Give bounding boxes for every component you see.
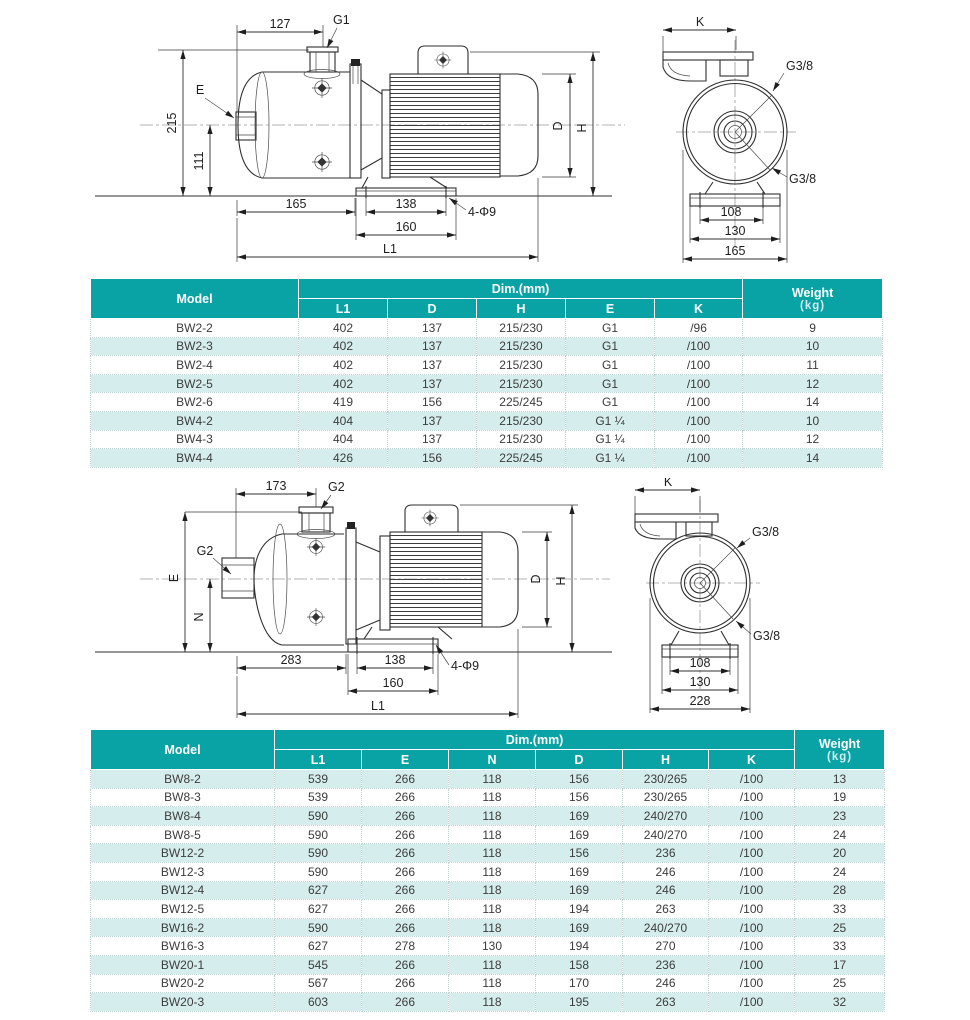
cell: 402 — [299, 319, 388, 338]
cell: 169 — [536, 881, 623, 900]
cell: 236 — [623, 844, 709, 863]
table-row — [91, 918, 885, 937]
cell: /100 — [709, 937, 795, 956]
cell: /100 — [655, 411, 743, 430]
cell: 170 — [536, 974, 623, 993]
cell: /100 — [709, 825, 795, 844]
cell: 118 — [449, 825, 536, 844]
cell: 156 — [536, 844, 623, 863]
header-row — [91, 730, 885, 750]
label-g38-top — [735, 525, 779, 550]
bw2-bw4-spec-table — [90, 278, 883, 468]
cell: 118 — [449, 788, 536, 807]
table-row — [91, 788, 885, 807]
cell: /100 — [655, 374, 743, 393]
col-header-dim-group: Dim.(mm) — [299, 279, 743, 299]
cell: 10 — [743, 337, 883, 356]
cell: /100 — [709, 900, 795, 919]
dim-215-label: 215 — [165, 112, 179, 134]
table-row — [91, 449, 883, 468]
dim-138 — [357, 653, 433, 674]
cell: BW2-4 — [91, 356, 299, 375]
table-row — [91, 862, 885, 881]
cell: 266 — [362, 844, 449, 863]
cell: 545 — [275, 955, 362, 974]
cell: 25 — [795, 918, 885, 937]
cell: 195 — [536, 993, 623, 1012]
cell: BW20-1 — [91, 955, 275, 974]
table2-wrap — [90, 729, 885, 1012]
table-row — [91, 844, 885, 863]
cell: BW2-2 — [91, 319, 299, 338]
weight-label: Weight — [818, 736, 861, 751]
cell: 215/230 — [477, 356, 566, 375]
dim-h-label: H — [575, 123, 589, 133]
cell: BW16-2 — [91, 918, 275, 937]
cell: 137 — [388, 319, 477, 338]
cell: 33 — [795, 937, 885, 956]
table-row — [91, 955, 885, 974]
cell: 10 — [743, 411, 883, 430]
dim-165-side — [237, 197, 355, 216]
dim-228-label: 228 — [689, 694, 711, 708]
cell: G1 ¼ — [566, 430, 655, 449]
weight-unit: (kg) — [827, 750, 853, 763]
dim-k-label: K — [663, 478, 673, 489]
cell: BW2-6 — [91, 393, 299, 412]
cell: 118 — [449, 862, 536, 881]
cell: G1 — [566, 337, 655, 356]
table-row — [91, 807, 885, 826]
cell: 266 — [362, 974, 449, 993]
cell: 194 — [536, 937, 623, 956]
dim-l1 — [237, 629, 518, 718]
dim-130-label: 130 — [724, 224, 746, 238]
cell: 266 — [362, 862, 449, 881]
dim-173-label: 173 — [265, 479, 287, 493]
dim-111-label: 111 — [192, 151, 206, 171]
table-row — [91, 337, 883, 356]
cell: 215/230 — [477, 337, 566, 356]
cell: 137 — [388, 337, 477, 356]
dim-l1-label: L1 — [371, 699, 385, 713]
cell: BW8-4 — [91, 807, 275, 826]
cell: 230/265 — [623, 770, 709, 789]
cell: BW12-3 — [91, 862, 275, 881]
g38-bottom-label: G3/8 — [789, 172, 817, 186]
col-header-e: E — [566, 299, 655, 319]
label-g38-bottom — [771, 166, 816, 186]
cell: /100 — [709, 844, 795, 863]
g2-top-label: G2 — [328, 480, 345, 494]
cell: 14 — [743, 449, 883, 468]
label-g2-top — [319, 480, 345, 511]
cell: 246 — [623, 974, 709, 993]
dim-108-label: 108 — [720, 205, 742, 219]
cell: 32 — [795, 993, 885, 1012]
dim-k-label: K — [695, 15, 705, 29]
dim-173 — [236, 479, 316, 558]
cell: 215/230 — [477, 430, 566, 449]
cell: 230/265 — [623, 788, 709, 807]
cell: G1 ¼ — [566, 411, 655, 430]
cell: 17 — [795, 955, 885, 974]
dim-160-label: 160 — [395, 220, 417, 234]
cell: 24 — [795, 825, 885, 844]
cell: G1 — [566, 393, 655, 412]
cell: 266 — [362, 918, 449, 937]
cell: 404 — [299, 411, 388, 430]
cell: 590 — [275, 825, 362, 844]
cell: 169 — [536, 918, 623, 937]
dim-n — [192, 579, 213, 652]
cell: 12 — [743, 430, 883, 449]
drawing-bw8-bw20 — [0, 478, 970, 728]
cell: BW12-4 — [91, 881, 275, 900]
cell: 23 — [795, 807, 885, 826]
cell: 278 — [362, 937, 449, 956]
bolt-holes-label: 4-Φ9 — [468, 205, 497, 219]
dim-165-side-label: 165 — [285, 197, 307, 211]
dim-138-label: 138 — [384, 653, 406, 667]
cell: 118 — [449, 844, 536, 863]
table-row — [91, 356, 883, 375]
cell: 426 — [299, 449, 388, 468]
dim-130-label: 130 — [689, 675, 711, 689]
cell: BW4-4 — [91, 449, 299, 468]
cell: 402 — [299, 337, 388, 356]
cell: 215/230 — [477, 319, 566, 338]
cell: 402 — [299, 374, 388, 393]
dim-k — [635, 478, 700, 518]
g38-top-label: G3/8 — [752, 525, 780, 539]
cell: BW20-3 — [91, 993, 275, 1012]
drawing-bw2-bw4 — [0, 0, 970, 276]
dim-165-end-label: 165 — [724, 244, 746, 258]
cell: 266 — [362, 807, 449, 826]
cell: 11 — [743, 356, 883, 375]
col-header-h: H — [477, 299, 566, 319]
g38-bottom-label: G3/8 — [753, 629, 781, 643]
cell: 118 — [449, 955, 536, 974]
cell: 603 — [275, 993, 362, 1012]
dim-h — [554, 505, 575, 652]
dim-h-label: H — [554, 576, 568, 586]
cell: 240/270 — [623, 807, 709, 826]
cell: 236 — [623, 955, 709, 974]
dim-111 — [192, 125, 213, 196]
cell: 20 — [795, 844, 885, 863]
cell: 12 — [743, 374, 883, 393]
label-g1 — [325, 13, 350, 49]
cell: 590 — [275, 807, 362, 826]
cell: 130 — [449, 937, 536, 956]
cell: BW8-5 — [91, 825, 275, 844]
cell: 215/230 — [477, 374, 566, 393]
dim-138-label: 138 — [395, 197, 417, 211]
col-header-k: K — [655, 299, 743, 319]
cell: 158 — [536, 955, 623, 974]
table-row — [91, 430, 883, 449]
cell: 137 — [388, 430, 477, 449]
cell: 137 — [388, 356, 477, 375]
label-g2-left — [197, 544, 233, 576]
cell: 19 — [795, 788, 885, 807]
dim-e — [167, 512, 188, 652]
col-header-e: E — [362, 750, 449, 770]
cell: 266 — [362, 993, 449, 1012]
cell: 137 — [388, 411, 477, 430]
table-row — [91, 770, 885, 789]
col-header-dim-group: Dim.(mm) — [275, 730, 795, 750]
cell: 118 — [449, 974, 536, 993]
cell: /100 — [655, 356, 743, 375]
dim-108 — [700, 205, 763, 224]
label-4phi9 — [434, 644, 479, 673]
cell: 266 — [362, 788, 449, 807]
col-header-model: Model — [91, 730, 275, 770]
table-row — [91, 393, 883, 412]
cell: 118 — [449, 770, 536, 789]
bw8-bw20-spec-table — [90, 729, 885, 1012]
cell: 266 — [362, 770, 449, 789]
cell: 118 — [449, 993, 536, 1012]
cell: /100 — [655, 449, 743, 468]
header-row — [91, 279, 883, 299]
col-header-l1: L1 — [299, 299, 388, 319]
dim-l1-label: L1 — [383, 242, 397, 256]
cell: /100 — [655, 337, 743, 356]
cell: G1 — [566, 319, 655, 338]
label-e — [196, 83, 236, 120]
dim-d — [522, 532, 552, 627]
cell: 33 — [795, 900, 885, 919]
cell: G1 ¼ — [566, 449, 655, 468]
dim-160-label: 160 — [382, 676, 404, 690]
g38-top-label: G3/8 — [786, 59, 814, 73]
cell: 14 — [743, 393, 883, 412]
cell: 419 — [299, 393, 388, 412]
col-header-l1: L1 — [275, 750, 362, 770]
table-row — [91, 825, 885, 844]
cell: /96 — [655, 319, 743, 338]
cell: G1 — [566, 374, 655, 393]
col-header-h: H — [623, 750, 709, 770]
cell: /100 — [709, 955, 795, 974]
weight-label: Weight — [791, 285, 834, 300]
dim-n-label: N — [192, 612, 206, 622]
cell: 263 — [623, 993, 709, 1012]
dim-l1 — [237, 178, 538, 262]
dim-283-label: 283 — [280, 653, 302, 667]
table-row — [91, 374, 883, 393]
cell: G1 — [566, 356, 655, 375]
cell: 215/230 — [477, 411, 566, 430]
cell: 156 — [536, 770, 623, 789]
bolt-holes-label: 4-Φ9 — [451, 659, 480, 673]
cell: 590 — [275, 862, 362, 881]
cell: BW4-3 — [91, 430, 299, 449]
cell: /100 — [709, 881, 795, 900]
cell: 246 — [623, 862, 709, 881]
cell: /100 — [655, 393, 743, 412]
cell: 404 — [299, 430, 388, 449]
table-row — [91, 974, 885, 993]
cell: 118 — [449, 918, 536, 937]
col-header-d: D — [388, 299, 477, 319]
e-inlet-label: E — [195, 83, 205, 97]
cell: 266 — [362, 881, 449, 900]
cell: 24 — [795, 862, 885, 881]
cell: 270 — [623, 937, 709, 956]
cell: BW2-3 — [91, 337, 299, 356]
dim-d-label: D — [551, 121, 565, 131]
dim-d — [542, 74, 576, 177]
cell: /100 — [709, 862, 795, 881]
cell: 118 — [449, 881, 536, 900]
cell: 402 — [299, 356, 388, 375]
cell: 627 — [275, 881, 362, 900]
weight-unit: (kg) — [800, 299, 826, 312]
cell: /100 — [709, 788, 795, 807]
cell: 590 — [275, 918, 362, 937]
cell: 225/245 — [477, 393, 566, 412]
dim-108-label: 108 — [689, 656, 711, 670]
cell: /100 — [709, 974, 795, 993]
col-header-weight — [795, 730, 885, 770]
cell: 225/245 — [477, 449, 566, 468]
dim-127-label: 127 — [269, 17, 291, 31]
dim-138 — [366, 197, 446, 216]
cell: 194 — [536, 900, 623, 919]
cell: 246 — [623, 881, 709, 900]
table-row — [91, 900, 885, 919]
cell: 266 — [362, 955, 449, 974]
col-header-n: N — [449, 750, 536, 770]
g2-left-label: G2 — [196, 544, 214, 558]
cell: /100 — [655, 430, 743, 449]
cell: 266 — [362, 825, 449, 844]
col-header-model: Model — [91, 279, 299, 319]
cell: 266 — [362, 900, 449, 919]
dim-215 — [165, 50, 186, 196]
cell: 156 — [388, 449, 477, 468]
dim-k — [663, 15, 736, 56]
table-row — [91, 881, 885, 900]
cell: 9 — [743, 319, 883, 338]
g1-port-label: G1 — [333, 13, 350, 27]
cell: 118 — [449, 807, 536, 826]
col-header-d: D — [536, 750, 623, 770]
dim-283 — [237, 653, 346, 674]
cell: BW2-5 — [91, 374, 299, 393]
dim-h — [575, 52, 596, 196]
cell: 169 — [536, 862, 623, 881]
cell: 263 — [623, 900, 709, 919]
cell: 627 — [275, 937, 362, 956]
cell: /100 — [709, 918, 795, 937]
label-g38-top — [771, 59, 813, 92]
table-row — [91, 411, 883, 430]
table-row — [91, 993, 885, 1012]
cell: 118 — [449, 900, 536, 919]
cell: BW16-3 — [91, 937, 275, 956]
cell: /100 — [709, 770, 795, 789]
label-g38-bottom — [734, 619, 780, 643]
cell: 240/270 — [623, 918, 709, 937]
cell: 169 — [536, 807, 623, 826]
cell: 240/270 — [623, 825, 709, 844]
table-row — [91, 937, 885, 956]
cell: 13 — [795, 770, 885, 789]
dim-e-label: E — [167, 573, 181, 583]
cell: 567 — [275, 974, 362, 993]
cell: /100 — [709, 807, 795, 826]
cell: 627 — [275, 900, 362, 919]
cell: 156 — [388, 393, 477, 412]
cell: 28 — [795, 881, 885, 900]
cell: BW12-2 — [91, 844, 275, 863]
col-header-k: K — [709, 750, 795, 770]
cell: BW4-2 — [91, 411, 299, 430]
cell: 156 — [536, 788, 623, 807]
cell: BW8-3 — [91, 788, 275, 807]
cell: 539 — [275, 770, 362, 789]
col-header-weight — [743, 279, 883, 319]
table-row — [91, 319, 883, 338]
cell: 25 — [795, 974, 885, 993]
cell: BW8-2 — [91, 770, 275, 789]
cell: BW20-2 — [91, 974, 275, 993]
cell: BW12-5 — [91, 900, 275, 919]
cell: 137 — [388, 374, 477, 393]
cell: 539 — [275, 788, 362, 807]
cell: 169 — [536, 825, 623, 844]
cell: /100 — [709, 993, 795, 1012]
label-4phi9 — [448, 196, 497, 219]
dim-d-label: D — [529, 574, 543, 584]
table1-wrap — [90, 278, 883, 468]
cell: 590 — [275, 844, 362, 863]
